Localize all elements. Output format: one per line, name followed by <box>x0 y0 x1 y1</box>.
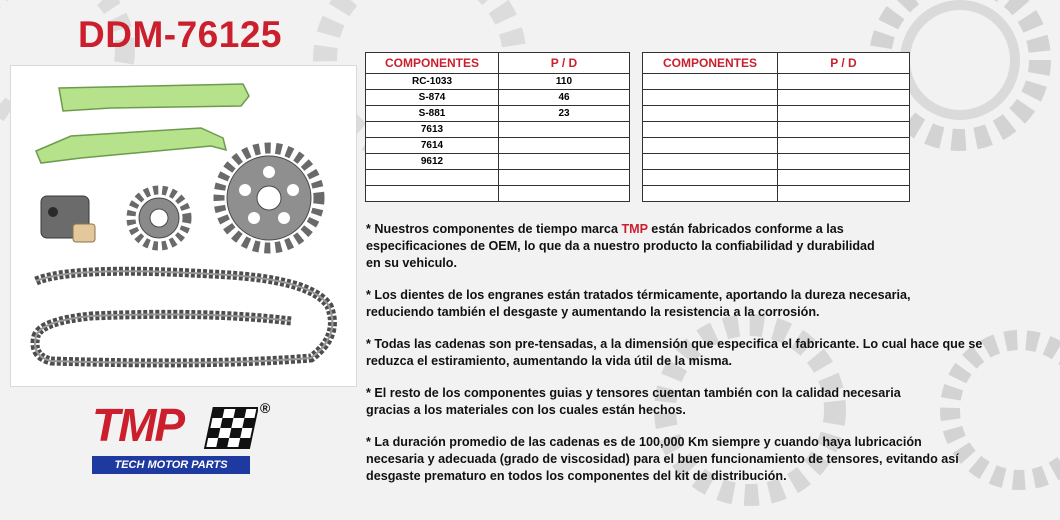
pd-value-cell <box>499 122 630 138</box>
table-row <box>643 186 910 202</box>
component-code-cell <box>643 186 778 202</box>
pd-value-cell <box>778 90 910 106</box>
component-code-cell <box>643 154 778 170</box>
note-chains-pretensioned: * Todas las cadenas son pre-tensadas, a la dimensión que especifica el fabricante. Lo cual hace que se reduzca el estiramiento, aumentando la vida útil de la misma. <box>366 337 983 368</box>
product-notes <box>366 221 1056 500</box>
checkered-flag-icon <box>204 406 258 452</box>
pd-value-cell <box>499 138 630 154</box>
note-guides-tensioners: * El resto de los componentes guias y tensores cuentan también con la calidad necesaria gracias a los materiales con los cuales están hechos. <box>366 386 901 417</box>
note-chain-duration: * La duración promedio de las cadenas es de 100,000 Km siempre y cuando haya lubricación necesaria y adecuada (grado de viscosidad) para el buen funcionamiento de tensores, evitando así desgaste prematuro en todos los componentes del kit de distribución. <box>366 435 959 483</box>
pd-value-cell <box>499 170 630 186</box>
table-row <box>643 74 910 90</box>
note-tmp-oem: * Nuestros componentes de tiempo marca TMP están fabricados conforme a las especificaciones de OEM, lo que da a nuestro producto la confiabilidad y durabilidad en su vehiculo. <box>366 222 875 270</box>
component-code-cell <box>643 138 778 154</box>
column-header-componentes: COMPONENTES <box>366 53 499 74</box>
table-row <box>643 122 910 138</box>
crank-sprocket-icon <box>131 190 187 246</box>
component-code-cell <box>643 90 778 106</box>
pd-value-cell: 110 <box>499 74 630 90</box>
cam-sprocket-icon <box>219 148 319 248</box>
chain-tensioner-icon <box>41 196 95 242</box>
component-code-cell: 7614 <box>366 138 499 154</box>
table-row <box>643 154 910 170</box>
components-table-left <box>365 52 630 202</box>
table-row <box>366 106 630 122</box>
table-row <box>366 122 630 138</box>
component-code-cell: 9612 <box>366 154 499 170</box>
timing-kit-illustration <box>11 66 356 386</box>
pd-value-cell <box>778 186 910 202</box>
table-row <box>366 186 630 202</box>
pd-value-cell <box>778 106 910 122</box>
components-table-right <box>642 52 910 202</box>
chain-guide-top-icon <box>59 84 249 111</box>
component-code-cell: 7613 <box>366 122 499 138</box>
table-row <box>643 90 910 106</box>
component-code-cell <box>643 74 778 90</box>
logo-tagline: TECH MOTOR PARTS <box>92 456 250 474</box>
pd-value-cell: 46 <box>499 90 630 106</box>
component-code-cell <box>366 170 499 186</box>
table-row <box>366 170 630 186</box>
component-code-cell: RC-1033 <box>366 74 499 90</box>
table-row <box>643 106 910 122</box>
tmp-logo <box>92 399 282 482</box>
table-row <box>366 90 630 106</box>
table-row <box>366 138 630 154</box>
pd-value-cell <box>499 154 630 170</box>
component-code-cell <box>643 170 778 186</box>
table-row <box>643 170 910 186</box>
table-row <box>366 74 630 90</box>
column-header-pd: P / D <box>499 53 630 74</box>
component-code-cell: S-881 <box>366 106 499 122</box>
table-row <box>643 138 910 154</box>
timing-chain-icon <box>35 271 332 363</box>
component-code-cell <box>643 106 778 122</box>
column-header-pd: P / D <box>778 53 910 74</box>
note-gear-teeth: * Los dientes de los engranes están tratados térmicamente, aportando la dureza necesaria, reduciendo también el desgaste y aumentando la resistencia a la corrosión. <box>366 288 911 319</box>
product-photo <box>10 65 357 387</box>
pd-value-cell <box>778 74 910 90</box>
pd-value-cell <box>499 186 630 202</box>
pd-value-cell <box>778 122 910 138</box>
pd-value-cell <box>778 170 910 186</box>
logo-wordmark: TMP <box>92 399 184 451</box>
component-code-cell: S-874 <box>366 90 499 106</box>
pd-value-cell: 23 <box>499 106 630 122</box>
pd-value-cell <box>778 154 910 170</box>
brand-highlight: TMP <box>621 222 648 236</box>
component-code-cell <box>643 122 778 138</box>
table-row <box>366 154 630 170</box>
component-code-cell <box>366 186 499 202</box>
pd-value-cell <box>778 138 910 154</box>
column-header-componentes: COMPONENTES <box>643 53 778 74</box>
product-code-title: DDM-76125 <box>78 14 282 55</box>
chain-guide-curved-icon <box>36 128 226 163</box>
registered-mark: ® <box>260 400 271 416</box>
